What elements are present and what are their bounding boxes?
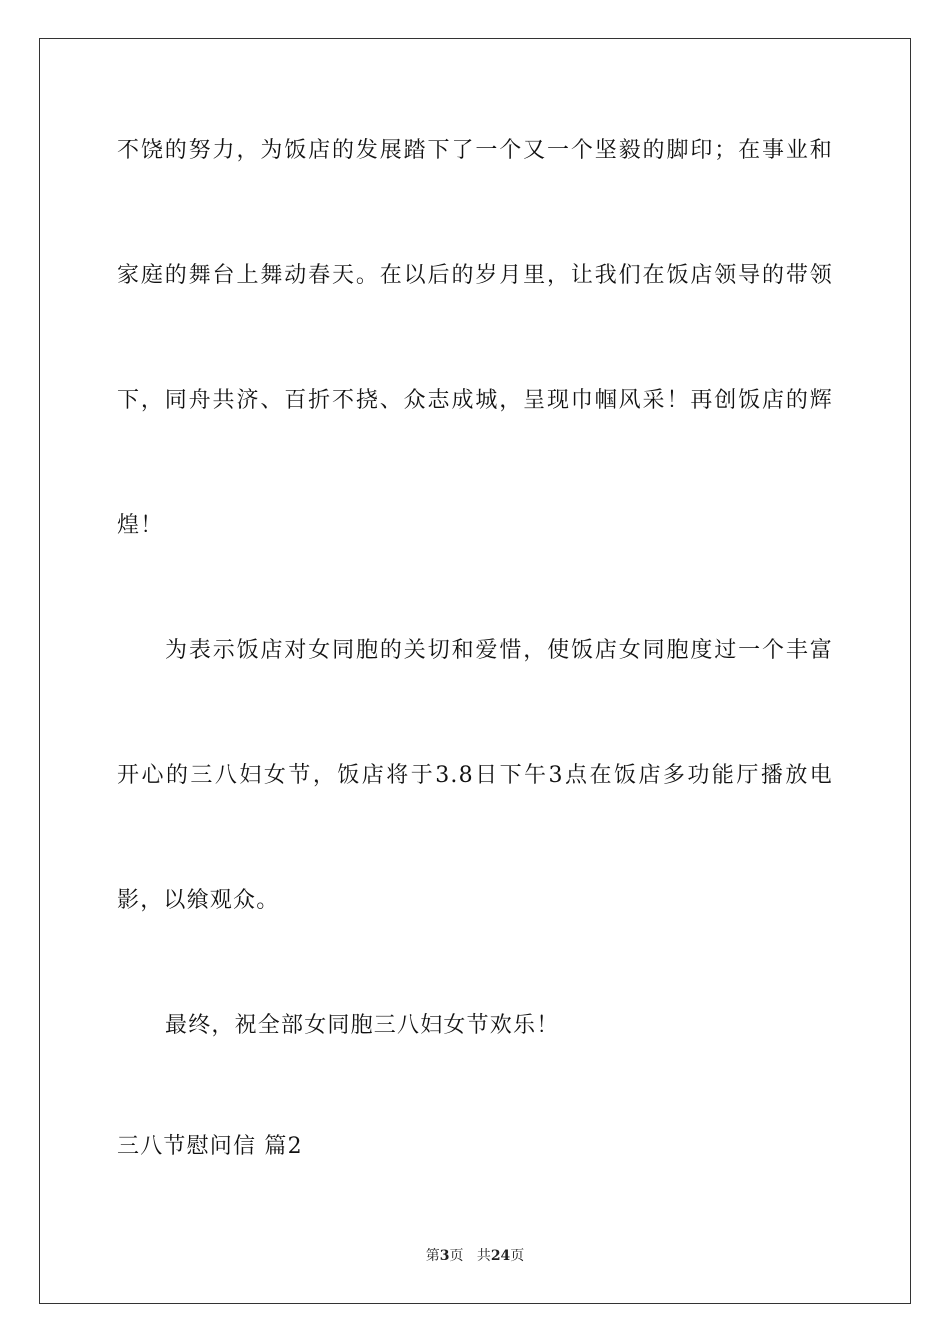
page-label-prefix: 第	[425, 1248, 440, 1264]
page-label-suffix: 页	[449, 1248, 464, 1264]
body-text-line-4: 煌！	[117, 513, 164, 538]
paragraph-2-line-2: 开心的三八妇女节，饭店将于3.8日下午3点在饭店多功能厅播放电	[117, 763, 833, 788]
paragraph-2-line-1: 为表示饭店对女同胞的关切和爱惜，使饭店女同胞度过一个丰富	[165, 638, 833, 663]
section-heading: 三八节慰问信 篇2	[117, 1134, 303, 1159]
body-text-line-3: 下，同舟共济、百折不挠、众志成城，呈现巾帼风采！再创饭店的辉	[117, 388, 833, 413]
body-text-line-1: 不饶的努力，为饭店的发展踏下了一个又一个坚毅的脚印；在事业和	[117, 138, 833, 163]
total-label-suffix: 页	[510, 1248, 525, 1264]
page-footer	[0, 1247, 950, 1265]
body-text-line-2: 家庭的舞台上舞动春天。在以后的岁月里，让我们在饭店领导的带领	[117, 263, 833, 288]
current-page-number: 3	[439, 1248, 450, 1264]
closing-line: 最终，祝全部女同胞三八妇女节欢乐！	[165, 1013, 560, 1038]
total-label-prefix: 共	[476, 1248, 491, 1264]
page-border	[39, 38, 911, 1304]
total-pages-number: 24	[490, 1248, 511, 1264]
paragraph-2-line-3: 影，以飨观众。	[117, 888, 280, 913]
